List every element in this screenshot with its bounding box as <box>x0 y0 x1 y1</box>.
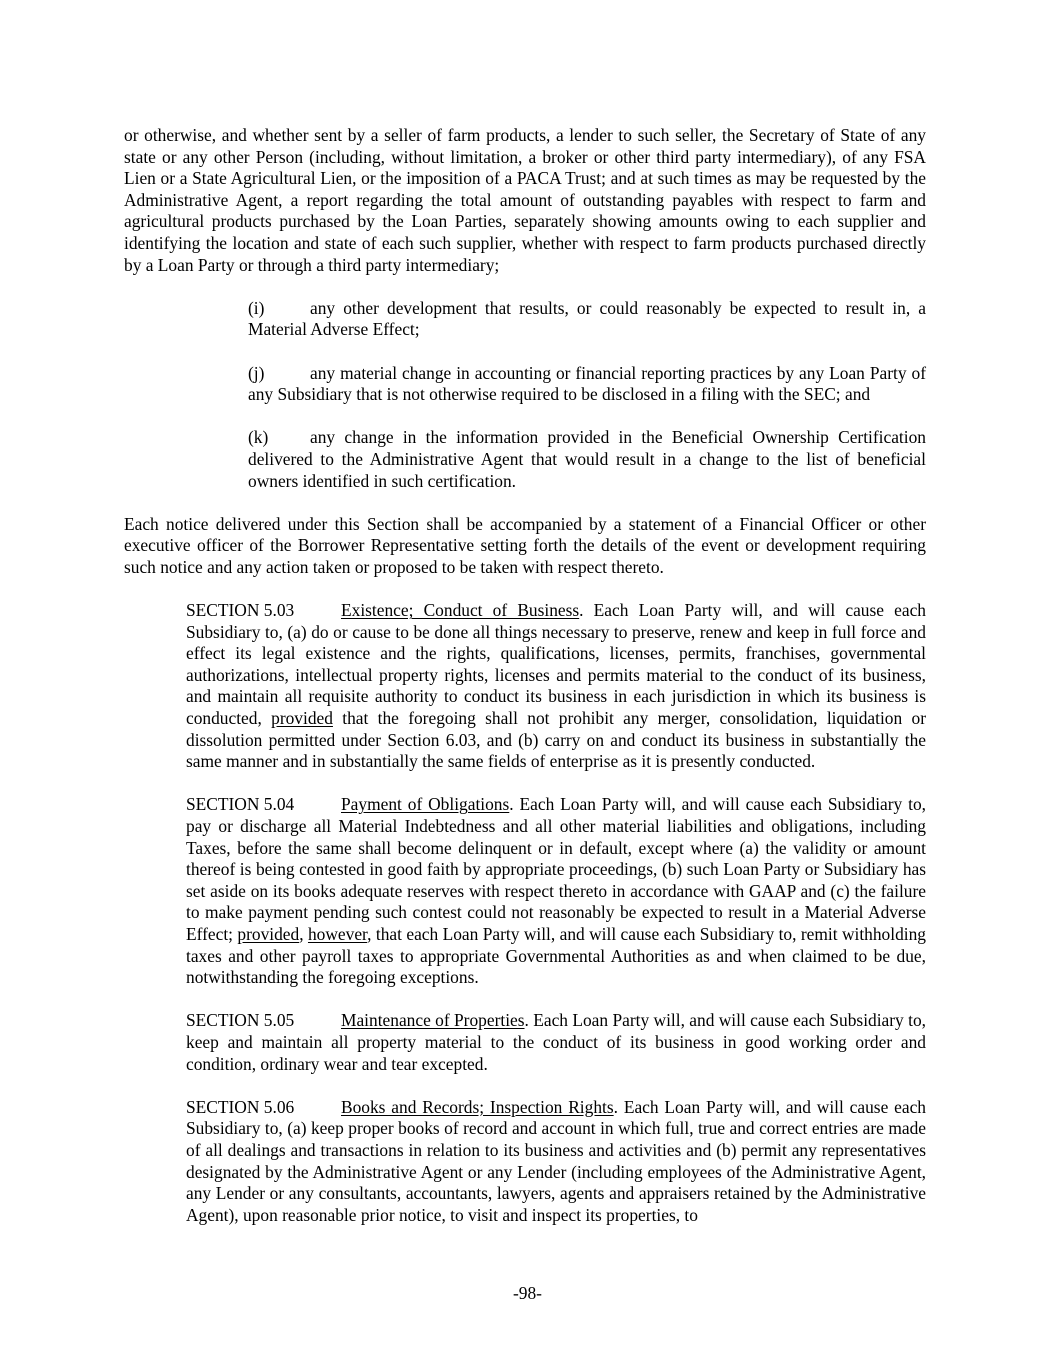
section-number: SECTION 5.06 <box>186 1096 295 1117</box>
section-text: . Each Loan Party will, and will cause each Subsidiary to, keep and maintain all property material to the conduct of its business in good working order and condition, ordinary wear and tear excepted. <box>186 1010 926 1074</box>
defined-term: provided <box>237 923 300 944</box>
item-text: any change in the information provided in the Beneficial Ownership Certification delivered to the Administrative Agent that would result in a change to the list of beneficial owners identified in such certification. <box>248 427 926 491</box>
section-title: Payment of Obligations <box>341 794 510 815</box>
section-title: Existence; Conduct of Business <box>341 600 580 621</box>
defined-term: provided <box>271 708 333 729</box>
item-text: any material change in accounting or financial reporting practices by any Loan Party of any Subsidiary that is not otherwise required to be disclosed in a filing with the SEC; and <box>248 362 926 405</box>
item-text: any other development that results, or could reasonably be expected to result in, a Material Adverse Effect; <box>248 297 926 340</box>
continuation-paragraph: or otherwise, and whether sent by a seller of farm products, a lender to such seller, the Secretary of State of any state or any other Person (including, without limitation, a broker or other third party intermediary), of any FSA Lien or a State Agricultural Lien, or the imposition of a PACA Trust; and at such times as may be requested by the Administrative Agent, a report regarding the total amount of outstanding payables with respect to farm and agricultural products purchased by the Loan Parties, separately showing amounts owing to each supplier and identifying the location and state of each such supplier, whether with respect to farm products purchased directly by a Loan Party or through a third party intermediary; <box>124 125 926 275</box>
section-number: SECTION 5.03 <box>186 600 295 621</box>
section-text: that the foregoing shall not prohibit any merger, consolidation, liquidation or dissolution permitted under Section 6.03, and (b) carry on and conduct its business in substantially the same manner and in substantially the same fields of enterprise as it is presently conducted. <box>186 708 926 772</box>
separator: , <box>299 923 308 944</box>
defined-term: however <box>307 923 368 944</box>
item-number: (j) <box>248 362 265 383</box>
section-5-05 <box>124 1010 926 1075</box>
page-body <box>124 125 926 1226</box>
notice-paragraph: Each notice delivered under this Section shall be accompanied by a statement of a Financial Officer or other executive officer of the Borrower Representative setting forth the details of the event or development requiring such notice and any action taken or proposed to be taken with respect thereto. <box>124 513 926 577</box>
section-number: SECTION 5.05 <box>186 1010 295 1031</box>
section-text: , that each Loan Party will, and will cause each Subsidiary to, remit withholding taxes and other payroll taxes to appropriate Governmental Authorities as and when claimed to be due, notwithstanding the foregoing exceptions. <box>186 923 926 988</box>
section-5-04 <box>124 794 926 988</box>
list-item-j <box>124 363 926 406</box>
section-number: SECTION 5.04 <box>186 794 295 815</box>
section-text: . Each Loan Party will, and will cause each Subsidiary to, pay or discharge all Material Indebtedness and all other material liabilities and obligations, including Taxes, before the same shall become delinquent or in default, except where (a) the validity or amount thereof is being contested in good faith by appropriate proceedings, (b) such Loan Party or Subsidiary has set aside on its books adequate reserves with respect thereto in accordance with GAAP and (c) the failure to make payment pending such contest could not reasonably be expected to result in a Material Adverse Effect; <box>186 794 926 944</box>
page-number: -98- <box>513 1283 542 1303</box>
section-title: Books and Records; Inspection Rights <box>341 1096 614 1117</box>
section-5-06 <box>124 1097 926 1227</box>
list-item-k <box>124 427 926 492</box>
list-item-i <box>124 298 926 341</box>
section-5-03 <box>124 600 926 773</box>
item-number: (i) <box>248 297 265 318</box>
item-number: (k) <box>248 427 269 448</box>
section-text: . Each Loan Party will, and will cause each Subsidiary to, (a) do or cause to be done all things necessary to preserve, renew and keep in full force and effect its legal existence and the rights, qualifications, licenses, permits, franchises, governmental authorizations, intellectual property rights, licenses and permits material to the conduct of its business, and maintain all requisite authority to conduct its business in each jurisdiction in which its business is conducted, <box>186 600 926 729</box>
section-text: . Each Loan Party will, and will cause each Subsidiary to, (a) keep proper books of record and account in which full, true and correct entries are made of all dealings and transactions in relation to its business and activities and (b) permit any representatives designated by the Administrative Agent or any Lender (including employees of the Administrative Agent, any Lender or any consultants, accountants, lawyers, agents and appraisers retained by the Administrative Agent), upon reasonable prior notice, to visit and inspect its properties, to <box>186 1096 926 1225</box>
section-title: Maintenance of Properties <box>341 1010 525 1031</box>
